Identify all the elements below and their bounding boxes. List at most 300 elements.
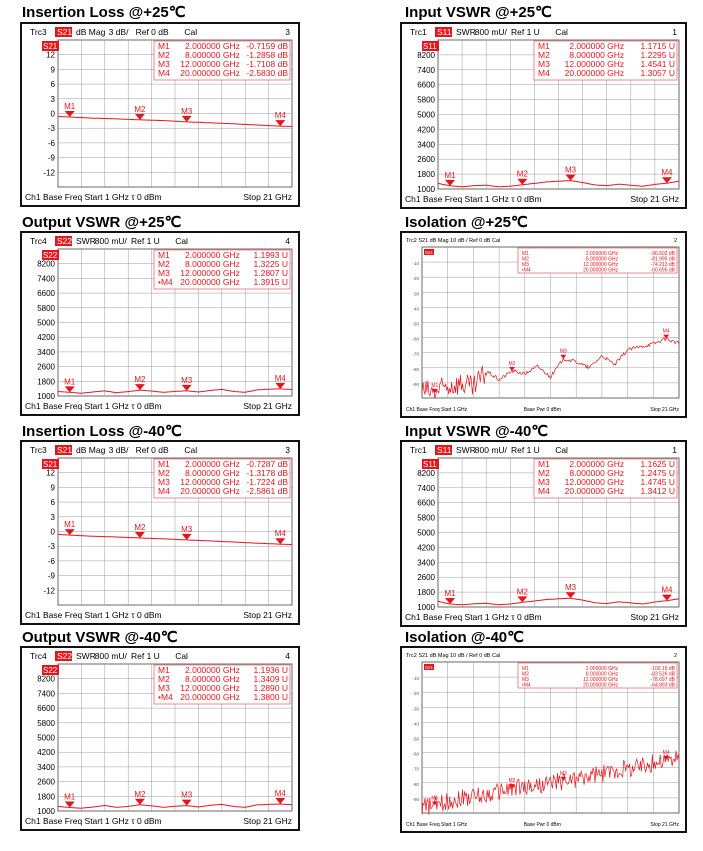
marker-label-4: M4 [274, 789, 286, 799]
y-tick-label: -50 [412, 321, 419, 327]
marker-table-value: -60.695 dB [650, 267, 675, 274]
marker-table-id: •M4 [522, 682, 531, 689]
chart-frame-in40 [400, 440, 687, 627]
marker-table-value: 1.3412 U [640, 486, 675, 496]
chart-in25 [402, 24, 685, 207]
chart-frame-iso25 [400, 231, 687, 418]
param-tag: S22 [57, 236, 73, 246]
marker-triangle-2 [135, 799, 145, 805]
marker-table-id: M3 [158, 268, 170, 278]
marker-table-freq: 2.000000 GHz [185, 665, 240, 675]
marker-table-id: M1 [538, 41, 550, 51]
channel-number: 4 [285, 651, 290, 661]
chart-iso25 [402, 233, 685, 416]
marker-label-2: M2 [134, 104, 146, 114]
marker-table-value: -1.3178 dB [246, 468, 288, 478]
chart-frame-out25 [20, 231, 300, 416]
marker-table-id: M2 [538, 468, 550, 478]
marker-table-freq: 2.000000 GHz [185, 41, 240, 51]
y-tick-label: 4200 [37, 748, 55, 758]
y-tick-label: 12 [46, 50, 55, 60]
y-tick-label: 0 [50, 109, 55, 119]
marker-table-id: M3 [158, 59, 170, 69]
trace-label: Trc1 [410, 27, 427, 37]
marker-table-value: -1.7224 dB [246, 477, 288, 487]
ref-label: Ref 1 U [131, 651, 160, 661]
marker-label-4: M4 [662, 328, 670, 335]
param-tag: S21 [57, 27, 73, 37]
y-tick-label: 7400 [417, 483, 435, 493]
param-tag-plot: S21 [43, 42, 58, 51]
marker-table-id: M1 [158, 459, 170, 469]
marker-table-freq: 8.000000 GHz [185, 259, 240, 269]
marker-table-freq: 2.000000 GHz [569, 41, 625, 51]
marker-table-id: M3 [538, 59, 550, 69]
marker-label-1: M1 [431, 795, 439, 802]
y-tick-label: 4200 [37, 333, 55, 343]
y-tick-label: 3400 [417, 140, 435, 150]
marker-label-2: M2 [508, 778, 516, 785]
channel-number: 3 [285, 445, 290, 455]
footer-right: Stop 21 GHz [630, 612, 679, 622]
trace-label: Trc3 [30, 445, 47, 455]
y-tick-label: 1800 [37, 792, 55, 802]
param-tag: S21 [57, 445, 73, 455]
trace-label: Trc4 [30, 236, 47, 246]
marker-table-id: M2 [538, 50, 550, 60]
marker-table-freq: 12.000000 GHz [180, 477, 240, 487]
y-tick-label: 7400 [417, 65, 435, 75]
marker-label-1: M1 [444, 170, 456, 180]
y-tick-label: 7400 [37, 689, 55, 699]
y-tick-label: 5000 [417, 110, 435, 120]
marker-table-value: -1.2858 dB [246, 50, 288, 60]
marker-table-freq: 8.000000 GHz [185, 674, 240, 684]
marker-label-4: M4 [274, 373, 286, 383]
marker-table-id: •M4 [522, 267, 531, 274]
channel-number: 3 [285, 27, 290, 37]
marker-table-id: M2 [158, 259, 170, 269]
chart-title-iso40: Isolation @-40℃ [405, 629, 524, 646]
marker-label-4: M4 [274, 111, 286, 121]
marker-table-freq: 8.000000 GHz [585, 256, 619, 263]
chart-title-il40: Insertion Loss @-40℃ [22, 423, 182, 440]
marker-table-id: M3 [158, 477, 170, 487]
y-tick-label: -12 [43, 586, 55, 596]
y-tick-label: 3 [50, 512, 55, 522]
chart-in40 [402, 442, 685, 625]
y-tick-label: 7400 [37, 274, 55, 284]
y-tick-label: 1800 [37, 377, 55, 387]
marker-table-id: M1 [522, 666, 529, 672]
marker-triangle-4 [275, 798, 285, 804]
marker-table-freq: 8.000000 GHz [185, 50, 240, 60]
marker-table-value: -2.5861 dB [246, 486, 288, 496]
y-tick-label: -40 [412, 306, 419, 312]
y-tick-label: 6600 [37, 704, 55, 714]
y-tick-label: -30 [412, 706, 419, 712]
y-tick-label: -90 [412, 381, 419, 387]
y-tick-label: 1800 [417, 588, 435, 598]
marker-table-value: -0.7287 dB [246, 459, 288, 469]
marker-label-1: M1 [64, 102, 76, 112]
y-tick-label: 6 [50, 498, 55, 508]
y-tick-label: 5000 [37, 318, 55, 328]
marker-table-freq: 20.000000 GHz [583, 682, 619, 689]
scale-label: 800 mU/ [94, 236, 127, 246]
y-tick-label: 5000 [417, 528, 435, 538]
param-tag: S21 [425, 250, 434, 255]
y-tick-label: 2600 [37, 362, 55, 372]
marker-label-2: M2 [516, 169, 528, 179]
channel-number: 1 [672, 445, 677, 455]
y-tick-label: -3 [47, 124, 55, 134]
param-tag: S11 [437, 445, 452, 455]
y-tick-label: 5800 [37, 718, 55, 728]
marker-table-freq: 20.000000 GHz [180, 68, 240, 78]
scale-label: 3 dB/ [108, 445, 129, 455]
y-tick-label: -12 [43, 168, 55, 178]
y-tick-label: -90 [412, 796, 419, 802]
footer-left: Ch1 Base Freq Start 1 GHz τ 0 dBm [25, 816, 162, 826]
chart-title-out25: Output VSWR @+25℃ [22, 214, 182, 231]
marker-table-value: -96.602 dB [650, 251, 675, 257]
marker-table-id: M4 [158, 486, 170, 496]
chart-frame-in25 [400, 22, 687, 209]
y-tick-label: -80 [412, 366, 419, 372]
y-tick-label: 8200 [37, 674, 55, 684]
y-tick-label: 4200 [417, 125, 435, 135]
format-label: SWR [76, 236, 96, 246]
marker-table-freq: 12.000000 GHz [180, 683, 240, 693]
marker-triangle-1 [65, 802, 75, 808]
footer-left: Ch1 Base Freq Start 1 GHz τ 0 dBm [405, 194, 542, 204]
chart-il25 [22, 24, 298, 205]
marker-table-id: M2 [158, 674, 170, 684]
marker-table-freq: 8.000000 GHz [569, 468, 625, 478]
footer-right: Stop 21 GHz [650, 407, 679, 413]
param-tag: S22 [57, 651, 73, 661]
y-tick-label: 0 [50, 527, 55, 537]
y-tick-label: 6600 [37, 289, 55, 299]
marker-table-value: 1.3800 U [253, 692, 288, 702]
param-tag-plot: S11 [423, 460, 437, 469]
marker-table-freq: 20.000000 GHz [564, 486, 625, 496]
marker-table-freq: 2.000000 GHz [569, 459, 625, 469]
marker-table-value: 1.3057 U [640, 68, 675, 78]
marker-table-value: -81.995 dB [650, 256, 675, 263]
y-tick-label: 6600 [417, 80, 435, 90]
marker-table-freq: 20.000000 GHz [564, 68, 625, 78]
marker-label-3: M3 [564, 583, 577, 593]
marker-triangle-3 [182, 800, 192, 806]
chart-title-iso25: Isolation @+25℃ [405, 214, 528, 231]
marker-triangle-3 [560, 355, 566, 359]
y-tick-label: 6 [50, 80, 55, 90]
marker-table-freq: 2.000000 GHz [585, 251, 619, 257]
footer-left: Ch1 Base Freq Start 1 GHz τ 0 dBm [25, 192, 162, 202]
chart-title-il25: Insertion Loss @+25℃ [22, 4, 186, 21]
y-tick-label: 5800 [37, 303, 55, 313]
y-tick-label: 3400 [417, 558, 435, 568]
chart-title-in25: Input VSWR @+25℃ [405, 4, 552, 21]
marker-triangle-4 [275, 383, 285, 389]
y-tick-label: 5000 [37, 733, 55, 743]
y-tick-label: -60 [412, 336, 419, 342]
marker-label-3: M3 [181, 375, 193, 385]
y-tick-label: -20 [412, 276, 419, 282]
marker-table-value: 1.1936 U [253, 665, 288, 675]
marker-table-id: M3 [158, 683, 170, 693]
channel-number: 4 [285, 236, 290, 246]
marker-table-freq: 12.000000 GHz [564, 59, 625, 69]
marker-triangle-1 [65, 386, 75, 392]
marker-table-value: 1.4745 U [640, 477, 675, 487]
chart-out25 [22, 233, 298, 414]
marker-table-id: M1 [538, 459, 550, 469]
marker-table-freq: 8.000000 GHz [585, 671, 619, 678]
y-tick-label: 3400 [37, 347, 55, 357]
chart-frame-out40 [20, 646, 300, 831]
footer-right: Stop 21 GHz [243, 192, 292, 202]
trace-label: Trc3 [30, 27, 47, 37]
chart-il40 [22, 442, 298, 623]
marker-table-id: M2 [522, 671, 529, 678]
marker-table-freq: 8.000000 GHz [185, 468, 240, 478]
format-label: SWR [456, 445, 476, 455]
marker-table-value: -74.213 dB [650, 262, 675, 268]
y-tick-label: -6 [47, 556, 55, 566]
format-label: SWR [76, 651, 96, 661]
chart-title-in40: Input VSWR @-40℃ [405, 423, 549, 440]
cal-label: Cal [184, 445, 198, 455]
y-tick-label: 3400 [37, 762, 55, 772]
y-tick-label: -10 [412, 261, 419, 267]
marker-table-value: 1.3225 U [253, 259, 288, 269]
y-tick-label: -9 [47, 153, 55, 163]
marker-table-id: M2 [158, 468, 170, 478]
y-tick-label: 5800 [417, 513, 435, 523]
marker-table-value: 1.2890 U [253, 683, 288, 693]
chart-iso40 [402, 648, 685, 831]
marker-table-value: 1.3915 U [253, 277, 288, 287]
marker-triangle-3 [182, 116, 192, 122]
marker-label-2: M2 [134, 522, 146, 532]
chart-out40 [22, 648, 298, 829]
param-tag: S11 [437, 27, 452, 37]
y-tick-label: -70 [412, 351, 419, 357]
trace-label: Trc4 [30, 651, 47, 661]
marker-label-3: M3 [559, 770, 567, 777]
ref-label: Ref 1 U [131, 236, 160, 246]
scale-label: 800 mU/ [474, 445, 507, 455]
y-tick-label: 1800 [417, 170, 435, 180]
marker-table-value: -0.7159 dB [246, 41, 288, 51]
y-tick-label: 4200 [417, 543, 435, 553]
marker-table-freq: 2.000000 GHz [185, 459, 240, 469]
marker-label-2: M2 [516, 587, 528, 597]
chart-frame-il25 [20, 22, 300, 207]
y-tick-label: 1000 [37, 807, 55, 816]
ref-label: Ref 0 dB [135, 445, 169, 455]
chart-header: Trc2 S21 dB Mag 10 dB / Ref 0 dB Cal [406, 238, 501, 244]
footer-left: Ch1 Base Freq Start 1 GHz [406, 407, 468, 413]
marker-table-value: -2.5830 dB [246, 68, 288, 78]
footer-right: Stop 21 GHz [243, 610, 292, 620]
y-tick-label: 8200 [37, 259, 55, 269]
marker-triangle-2 [135, 532, 145, 538]
format-label: SWR [456, 27, 476, 37]
marker-triangle-1 [65, 111, 75, 117]
channel-number: 2 [673, 238, 677, 244]
marker-label-4: M4 [661, 585, 673, 595]
y-tick-label: 2600 [417, 155, 435, 165]
marker-triangle-4 [275, 120, 285, 126]
chart-frame-iso40 [400, 646, 687, 833]
marker-label-4: M4 [661, 168, 673, 178]
marker-label-3: M3 [181, 524, 193, 534]
marker-table-value: 1.2475 U [640, 468, 675, 478]
marker-table-freq: 2.000000 GHz [185, 250, 240, 260]
footer-left: Ch1 Base Freq Start 1 GHz τ 0 dBm [405, 612, 542, 622]
marker-triangle-2 [517, 179, 527, 185]
y-tick-label: -6 [47, 138, 55, 148]
cal-label: Cal [184, 27, 198, 37]
scale-label: 3 dB/ [108, 27, 129, 37]
marker-table-freq: 12.000000 GHz [583, 262, 619, 268]
param-tag-plot: S22 [43, 251, 58, 260]
marker-label-1: M1 [64, 792, 76, 802]
marker-label-1: M1 [431, 382, 439, 389]
cal-label: Cal [555, 445, 568, 455]
marker-table-value: 1.2295 U [640, 50, 675, 60]
marker-table-id: M3 [538, 477, 550, 487]
cal-label: Cal [175, 236, 188, 246]
marker-table-freq: 12.000000 GHz [583, 677, 619, 683]
y-tick-label: -40 [412, 721, 419, 727]
channel-number: 1 [672, 27, 677, 37]
marker-table-freq: 8.000000 GHz [569, 50, 625, 60]
y-tick-label: 1000 [417, 185, 435, 194]
marker-table-value: -100.15 dB [650, 666, 675, 672]
marker-label-1: M1 [64, 377, 76, 387]
format-label: dB Mag [76, 27, 106, 37]
cal-label: Cal [555, 27, 568, 37]
marker-label-4: M4 [662, 749, 670, 756]
marker-table-value: -64.893 dB [650, 682, 675, 689]
footer-mid: Base Pwr 0 dBm [523, 407, 561, 413]
y-tick-label: 1000 [417, 603, 435, 612]
y-tick-label: -60 [412, 751, 419, 757]
param-tag-plot: S22 [43, 666, 58, 675]
y-tick-label: 2600 [37, 777, 55, 787]
y-tick-label: 1000 [37, 392, 55, 401]
marker-table-id: M1 [158, 250, 170, 260]
footer-left: Ch1 Base Freq Start 1 GHz [406, 822, 468, 828]
marker-table-value: 1.1625 U [640, 459, 675, 469]
marker-table-value: -83.526 dB [650, 671, 675, 678]
marker-table-id: M3 [522, 262, 529, 268]
marker-table-value: -78.697 dB [650, 677, 675, 683]
marker-label-3: M3 [181, 790, 193, 800]
marker-table-id: M2 [522, 256, 529, 263]
marker-table-value: 1.1715 U [640, 41, 675, 51]
marker-table-id: M4 [158, 68, 170, 78]
footer-right: Stop 21 GHz [243, 401, 292, 411]
marker-triangle-3 [566, 592, 576, 598]
marker-triangle-4 [275, 538, 285, 544]
channel-number: 2 [673, 653, 677, 659]
marker-table-id: M4 [538, 68, 550, 78]
marker-label-1: M1 [64, 520, 76, 530]
y-tick-label: 5800 [417, 95, 435, 105]
param-tag-plot: S21 [43, 460, 58, 469]
marker-label-2: M2 [134, 375, 146, 385]
marker-table-freq: 20.000000 GHz [180, 692, 240, 702]
ref-label: Ref 0 dB [135, 27, 169, 37]
marker-table-id: M1 [158, 41, 170, 51]
marker-label-3: M3 [559, 348, 567, 355]
cal-label: Cal [175, 651, 188, 661]
marker-label-3: M3 [181, 106, 193, 116]
marker-triangle-3 [182, 534, 192, 540]
chart-header: Trc2 S21 dB Mag 10 dB / Ref 0 dB Cal [406, 653, 501, 659]
format-label: dB Mag [76, 445, 106, 455]
footer-left: Ch1 Base Freq Start 1 GHz τ 0 dBm [25, 610, 162, 620]
marker-table-freq: 20.000000 GHz [583, 267, 619, 274]
footer-left: Ch1 Base Freq Start 1 GHz τ 0 dBm [25, 401, 162, 411]
trace-label: Trc1 [410, 445, 427, 455]
param-tag: S21 [425, 665, 434, 670]
marker-table-id: M1 [522, 251, 529, 257]
footer-right: Stop 21 GHz [243, 816, 292, 826]
y-tick-label: -50 [412, 736, 419, 742]
marker-triangle-3 [182, 385, 192, 391]
marker-table-id: •M4 [158, 692, 173, 702]
scale-label: 800 mU/ [474, 27, 507, 37]
marker-table-freq: 12.000000 GHz [564, 477, 625, 487]
marker-label-2: M2 [134, 789, 146, 799]
marker-label-2: M2 [508, 360, 516, 367]
marker-triangle-2 [517, 596, 527, 602]
footer-right: Stop 21 GHz [650, 822, 679, 828]
footer-right: Stop 21 GHz [630, 194, 679, 204]
y-tick-label: 9 [50, 483, 55, 493]
ref-label: Ref 1 U [511, 445, 540, 455]
y-tick-label: 2600 [417, 573, 435, 583]
y-tick-label: -20 [412, 691, 419, 697]
footer-mid: Base Pwr 0 dBm [523, 822, 561, 828]
y-tick-label: -70 [412, 766, 419, 772]
y-tick-label: 12 [46, 468, 55, 478]
ref-label: Ref 1 U [511, 27, 540, 37]
y-tick-label: -9 [47, 571, 55, 581]
marker-table-value: 1.3409 U [253, 674, 288, 684]
marker-table-value: 1.4541 U [640, 59, 675, 69]
marker-table-value: 1.1993 U [253, 250, 288, 260]
chart-title-out40: Output VSWR @-40℃ [22, 629, 178, 646]
marker-triangle-1 [65, 529, 75, 535]
y-tick-label: 3 [50, 94, 55, 104]
marker-table-id: •M4 [158, 277, 173, 287]
marker-label-1: M1 [444, 589, 456, 599]
y-tick-label: -3 [47, 542, 55, 552]
scale-label: 800 mU/ [94, 651, 127, 661]
param-tag-plot: S11 [423, 42, 437, 51]
y-tick-label: 9 [50, 65, 55, 75]
marker-table-freq: 2.000000 GHz [585, 666, 619, 672]
marker-triangle-2 [135, 384, 145, 390]
